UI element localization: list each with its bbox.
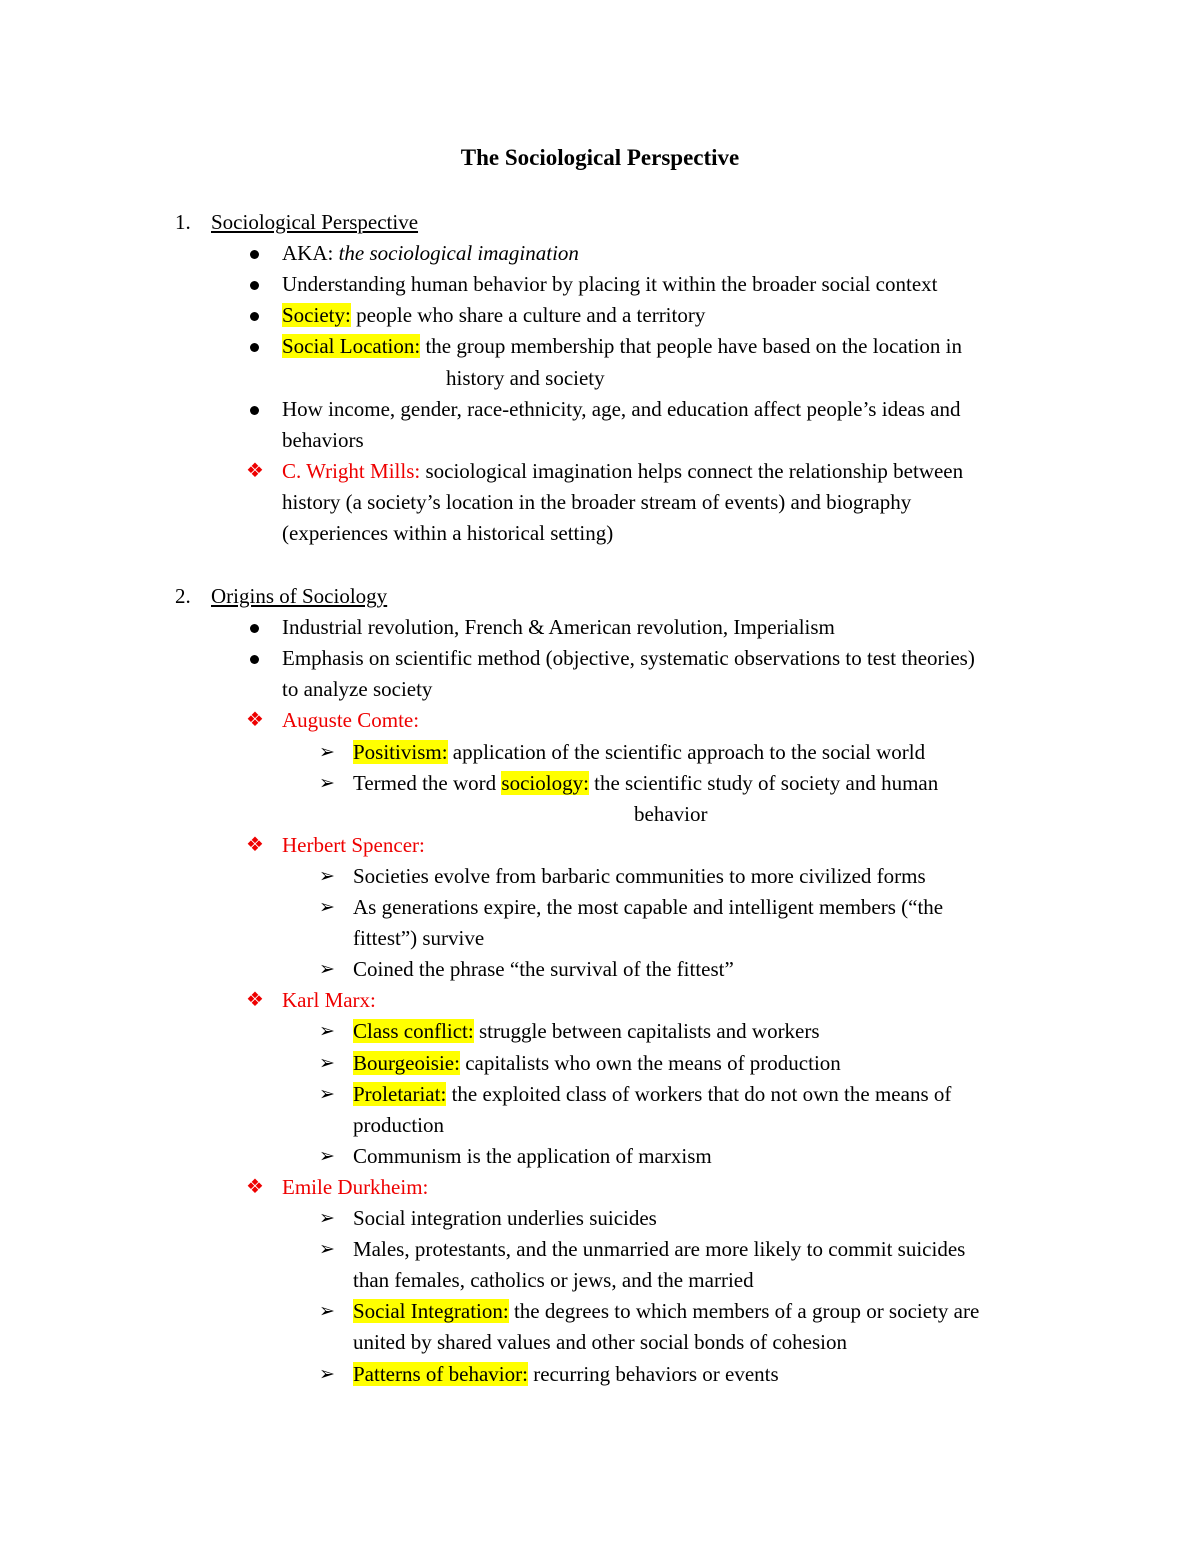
text-run: the scientific study of society and human (588, 770, 939, 795)
list-item-text (282, 425, 364, 456)
arrow-bullet-icon: ➢ (319, 1301, 335, 1323)
text-run: struggle between capitalists and workers (473, 1019, 820, 1044)
text-run: than females, catholics or jews, and the married (353, 1268, 754, 1293)
list-item-text (446, 363, 605, 394)
list-item-text (634, 799, 707, 830)
text-run: history and society (446, 365, 605, 390)
list-item-text (282, 674, 432, 705)
text-run: Social integration underlies suicides (353, 1206, 657, 1230)
arrow-bullet-icon: ➢ (319, 1083, 335, 1105)
document-title: The Sociological Perspective (460, 145, 740, 170)
list-item-text (282, 1172, 428, 1203)
highlighted-term: Social Location: (282, 334, 421, 359)
bullet-dot-icon (250, 624, 259, 633)
list-item-text (353, 768, 938, 799)
highlighted-term: Social Integration: (353, 1299, 509, 1324)
text-run: Communism is the application of marxism (353, 1143, 712, 1168)
section-number: 1. (175, 210, 191, 234)
bullet-dot-icon (250, 406, 259, 415)
diamond-bullet-icon: ❖ (246, 989, 264, 1012)
text-run: to analyze society (282, 677, 433, 702)
bullet-dot-icon (250, 312, 259, 321)
bullet-dot-icon (250, 250, 259, 259)
list-item-text (353, 892, 943, 923)
text-run: Understanding human behavior by placing it within the broader social context (282, 272, 938, 297)
diamond-bullet-icon: ❖ (246, 709, 264, 732)
text-run: sociological imagination helps connect the relationship between (420, 458, 964, 483)
list-item-text (282, 830, 425, 861)
text-run: the exploited class of workers that do not own the means of (446, 1081, 952, 1106)
text-run: people who share a culture and a territory (350, 303, 706, 328)
list-item-text (353, 1327, 847, 1358)
list-item-text (353, 1234, 965, 1265)
list-item-text (353, 1048, 841, 1079)
text-run: AKA: (282, 241, 339, 266)
diamond-bullet-icon: ❖ (246, 833, 264, 856)
highlighted-term: Society: (282, 303, 351, 328)
highlighted-term: Bourgeoisie: (353, 1050, 460, 1075)
arrow-bullet-icon: ➢ (319, 741, 335, 763)
section-heading-text: Sociological Perspective (211, 210, 419, 234)
list-item-text (353, 1079, 951, 1110)
list-item-text (353, 923, 484, 954)
list-item-text (353, 1359, 779, 1390)
theorist-name: C. Wright Mills: (282, 458, 421, 483)
text-run: (experiences within a historical setting) (282, 521, 614, 545)
text-run: fittest”) survive (353, 926, 485, 951)
section-number: 2. (175, 584, 191, 608)
text-run: How income, gender, race-ethnicity, age, and education affect people’s ideas and (282, 396, 961, 421)
highlighted-term: Class conflict: (353, 1019, 474, 1044)
bullet-dot-icon (250, 655, 259, 664)
list-item-text (282, 487, 911, 518)
text-run: Males, protestants, and the unmarried are more likely to commit suicides (353, 1237, 966, 1262)
diamond-bullet-icon: ❖ (246, 1175, 264, 1198)
arrow-bullet-icon: ➢ (319, 1239, 335, 1261)
arrow-bullet-icon: ➢ (319, 865, 335, 887)
list-item-text (353, 1203, 657, 1234)
text-run: recurring behaviors or events (527, 1361, 779, 1386)
text-run: the degrees to which members of a group or society are (508, 1299, 980, 1324)
text-run: capitalists who own the means of production (459, 1050, 841, 1075)
text-run: behaviors (282, 427, 364, 452)
list-item-text (282, 300, 705, 331)
theorist-name: Herbert Spencer: (282, 832, 425, 857)
theorist-name: Karl Marx: (282, 988, 376, 1013)
bullet-dot-icon (250, 281, 259, 290)
arrow-bullet-icon: ➢ (319, 1021, 335, 1043)
list-item-text (282, 612, 835, 643)
highlighted-term: Positivism: (353, 739, 448, 764)
text-run: behavior (634, 801, 708, 826)
theorist-name: Auguste Comte: (282, 708, 420, 733)
text-run: As generations expire, the most capable and intelligent members (“the (353, 895, 944, 919)
section-heading-text: Origins of Sociology (211, 584, 388, 608)
list-item-text (353, 954, 734, 985)
list-item-text (282, 456, 963, 487)
text-run: united by shared values and other social bonds of cohesion (353, 1330, 847, 1355)
list-item-text (353, 737, 925, 768)
list-item-text (282, 238, 579, 269)
text-run: the group membership that people have based on the location in (420, 334, 962, 359)
diamond-bullet-icon: ❖ (246, 459, 264, 482)
text-run: Termed the word (353, 770, 502, 795)
list-item-text (353, 1110, 444, 1141)
arrow-bullet-icon: ➢ (319, 1208, 335, 1229)
list-item-text (282, 269, 938, 300)
highlighted-term: Proletariat: (353, 1081, 447, 1106)
list-item-text (282, 394, 960, 425)
text-run: application of the scientific approach to the social world (447, 739, 926, 764)
arrow-bullet-icon: ➢ (319, 897, 335, 918)
theorist-name: Emile Durkheim: (282, 1174, 429, 1199)
text-run: Emphasis on scientific method (objective, systematic observations to test theories) (282, 646, 975, 671)
list-item-text (282, 985, 376, 1016)
list-item-text (282, 705, 419, 736)
list-item-text (353, 1141, 712, 1172)
arrow-bullet-icon: ➢ (319, 1145, 335, 1167)
arrow-bullet-icon: ➢ (319, 959, 335, 981)
text-run: Industrial revolution, French & American revolution, Imperialism (282, 615, 835, 640)
text-run: production (353, 1112, 444, 1137)
text-run: Coined the phrase “the survival of the fittest” (353, 957, 734, 982)
highlighted-term: Patterns of behavior: (353, 1361, 528, 1386)
list-item-text (353, 861, 926, 892)
list-item-text (353, 1265, 754, 1296)
text-run: Societies evolve from barbaric communities to more civilized forms (353, 863, 926, 888)
bullet-dot-icon (250, 343, 259, 352)
list-item-text (282, 643, 975, 674)
list-item-text (353, 1296, 979, 1327)
list-item-text (353, 1016, 820, 1047)
text-run: the sociological imagination (338, 241, 579, 266)
list-item-text (282, 518, 613, 549)
arrow-bullet-icon: ➢ (319, 772, 335, 794)
text-run: history (a society’s location in the broader stream of events) and biography (282, 489, 912, 514)
list-item-text (282, 331, 962, 362)
arrow-bullet-icon: ➢ (319, 1363, 335, 1385)
arrow-bullet-icon: ➢ (319, 1052, 335, 1074)
highlighted-term: sociology: (501, 770, 589, 795)
